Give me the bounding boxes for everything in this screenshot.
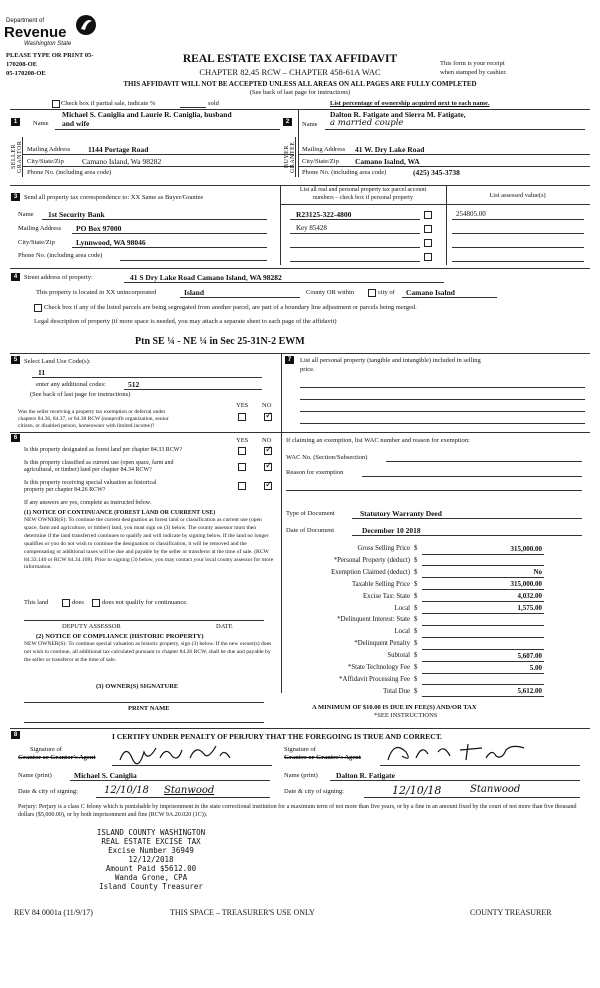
section-5-badge: 5 — [11, 356, 20, 364]
doc-date-label: Date of Document — [286, 527, 335, 534]
forest-q2-yes-checkbox[interactable] — [238, 463, 246, 471]
minimum-line-2: *SEE INSTRUCTIONS — [374, 712, 438, 719]
city-text: city of — [378, 289, 395, 296]
legal-label: Legal description of property (if more space is needed, you may attach a separate sheet to each page of the affidavit) — [34, 318, 337, 325]
tax-corr-mailing-label: Mailing Address — [18, 225, 62, 232]
located-city[interactable]: Camano Isalnd — [406, 288, 455, 297]
dollar-sign: $ — [414, 687, 418, 695]
segregated-checkbox[interactable] — [34, 304, 42, 312]
see-back-note: (See back of last page for instructions) — [249, 89, 351, 96]
exemption-yes-checkbox[interactable] — [238, 413, 246, 421]
total-value[interactable]: 5,607.00 — [517, 651, 542, 660]
notice2-title: (2) NOTICE OF COMPLIANCE (HISTORIC PROPERTY) — [36, 633, 204, 640]
tax-corr-text: Send all property tax correspondence to: XX Same as Buyer/Grantee — [24, 194, 204, 201]
grantor-date-label: Date & city of signing: — [18, 788, 78, 795]
seller-mailing[interactable]: 1144 Portage Road — [88, 145, 149, 154]
seller-city[interactable]: Camano Island, Wa 98282 — [82, 157, 162, 166]
additional-codes[interactable]: 512 — [128, 380, 140, 389]
grantee-sig-label-2: Grantee or Grantee's Agent — [284, 754, 361, 761]
buyer-mailing[interactable]: 41 W. Dry Lake Road — [355, 145, 425, 154]
parcel-header-2: numbers – check box if personal property — [313, 195, 413, 201]
form-code-1: 170208-OE — [6, 61, 38, 68]
total-value[interactable]: 1,575.00 — [517, 604, 542, 612]
section-1-badge: 1 — [11, 118, 20, 126]
receipt-note-1: This form is your receipt — [440, 60, 505, 67]
stamp-line-4: 12/12/2018 — [128, 855, 174, 864]
buyer-mailing-label: Mailing Address — [302, 146, 346, 153]
forest-q1-no-checkbox[interactable] — [264, 447, 272, 455]
forest-no: NO — [262, 437, 272, 444]
land-use-see-back: (See back of last page for instructions) — [30, 391, 131, 398]
ownership-note: List percentage of ownership acquired next to each name. — [330, 100, 490, 107]
forest-q1-yes-checkbox[interactable] — [238, 447, 246, 455]
form-revision: REV 84 0001a (11/9/17) — [14, 908, 93, 917]
total-label: Subtotal — [387, 652, 410, 660]
land-does-checkbox[interactable] — [62, 599, 70, 607]
buyer-city-label: City/State/Zip — [302, 158, 339, 165]
tax-corr-city-label: City/State/Zip — [18, 239, 55, 246]
notice1-title: (1) NOTICE OF CONTINUANCE (FOREST LAND OR CURRENT USE) — [24, 510, 216, 516]
personal-label-2: price. — [300, 366, 315, 373]
form-title: REAL ESTATE EXCISE TAX AFFIDAVIT — [182, 53, 398, 65]
total-label: Local — [394, 628, 410, 636]
total-label: *Affidavit Processing Fee — [339, 675, 410, 683]
doc-type[interactable]: Statutory Warranty Deed — [360, 509, 442, 518]
grantor-sig-label-1: Signature of — [30, 746, 62, 753]
grantee-name-label: Name (print) — [284, 772, 318, 779]
notice1-body: NEW OWNER(S): To continue the current designation as forest land or classification as current use (open space, farm and agriculture, or timber) land, you must sign on (3) below. The county assessor must then determine if the land transferred continues to qualify and will indicate by signing below. If the land no longer qualifies or you do not wish to continue the designation or classification, it will be removed and the compensating or additional taxes will be due and payable by the seller or transferor at the time of sale. (RCW 84.33.140 or RCW 84.34.108). Prior to signing (3) below, you may contact your local county assessor for more information. — [24, 517, 274, 571]
grantor-name[interactable]: Michael S. Caniglia — [74, 771, 137, 780]
section-4-badge: 4 — [11, 273, 20, 281]
seller-name-line-1[interactable]: Michael S. Caniglia and Laurie R. Caniglia, husband — [62, 110, 232, 119]
additional-codes-label: enter any additional codes: — [36, 381, 106, 388]
buyer-city[interactable]: Camano Isalnd, WA — [355, 157, 420, 166]
dollar-sign: $ — [414, 664, 418, 671]
dollar-sign: $ — [414, 545, 418, 552]
logo-revenue: Revenue — [4, 24, 67, 41]
total-value[interactable]: 5.00 — [529, 663, 542, 672]
dollar-sign: $ — [414, 628, 418, 636]
section-7-badge: 7 — [285, 356, 294, 364]
parcel-4-personal-checkbox[interactable] — [424, 253, 432, 261]
receipt-note-2: when stamped by cashier. — [440, 69, 507, 76]
located-county[interactable]: Island — [184, 288, 205, 297]
grantor-name-label: Name (print) — [18, 772, 52, 779]
form-subtitle: CHAPTER 82.45 RCW – CHAPTER 458-61A WAC — [199, 67, 381, 77]
total-value[interactable]: 4,032.00 — [517, 592, 542, 601]
dollar-sign: $ — [414, 556, 418, 564]
total-label: Excise Tax: State — [363, 592, 410, 600]
assessed-1[interactable]: 254805.00 — [456, 210, 486, 218]
land-use-yes: YES — [236, 402, 249, 409]
print-name-label: PRINT NAME — [128, 705, 170, 712]
dollar-sign: $ — [414, 640, 418, 648]
grantor-signature[interactable] — [116, 740, 236, 766]
seller-name-label: Name — [33, 120, 49, 127]
grantor-date[interactable]: 12/10/18 — [104, 785, 149, 796]
section-6-badge: 6 — [11, 434, 20, 442]
logo-state: Washington State — [24, 41, 72, 47]
wac-label: WAC No. (Section/Subsection) — [286, 454, 368, 461]
tax-corr-name[interactable]: 1st Security Bank — [48, 210, 105, 219]
stamp-line-1: ISLAND COUNTY WASHINGTON — [96, 828, 206, 837]
personal-label-1: List all personal property (tangible and intangible) included in selling — [300, 357, 481, 364]
certify-text: I CERTIFY UNDER PENALTY OF PERJURY THAT THE FOREGOING IS TRUE AND CORRECT. — [112, 732, 443, 741]
minimum-line-1: A MINIMUM OF $10.00 IS DUE IN FEE(S) AND/OR TAX — [312, 704, 477, 711]
parcel-2-personal-checkbox[interactable] — [424, 225, 432, 233]
dollar-sign: $ — [414, 568, 418, 576]
seller-mailing-label: Mailing Address — [27, 146, 71, 153]
total-value[interactable]: 5,612.00 — [517, 687, 542, 696]
forest-q2-no-checkbox[interactable] — [264, 463, 272, 471]
state-emblem-icon — [74, 12, 98, 38]
dollar-sign: $ — [414, 580, 418, 588]
forest-q3b: property per chapter 84.26 RCW? — [24, 487, 106, 493]
stamp-line-5: Amount Paid $5612.00 — [105, 864, 197, 873]
stamp-line-6: Wanda Grone, CPA — [114, 873, 188, 882]
property-street[interactable]: 41 S Dry Lake Road Camano Island, WA 98282 — [130, 273, 282, 282]
exemption-q-2: chapters 84.36, 84.37, or 84.38 RCW (nonprofit organization, senior — [18, 416, 169, 422]
grantee-name[interactable]: Dalton R. Fatigate — [336, 771, 395, 780]
grantor-city[interactable]: Stanwood — [164, 785, 215, 796]
forest-q3a: Is this property receiving special valuation as historical — [24, 480, 157, 486]
section-3-badge: 3 — [11, 193, 20, 201]
tax-corr-name-label: Name — [18, 211, 34, 218]
parcel-3-personal-checkbox[interactable] — [424, 239, 432, 247]
buyer-phone[interactable]: (425) 345-3738 — [413, 168, 460, 177]
total-label: Local — [394, 604, 410, 612]
total-label: *State Technology Fee — [347, 664, 410, 671]
seller-phone-label: Phone No. (including area code) — [27, 169, 112, 176]
assessed-header: List assessed value(s) — [489, 192, 546, 199]
parcel-1[interactable]: R23125-322-4800 — [296, 210, 352, 219]
dollar-sign: $ — [414, 592, 418, 600]
parcel-1-personal-checkbox[interactable] — [424, 211, 432, 219]
this-land-label: This land — [24, 599, 49, 606]
doc-type-label: Type of Document — [286, 510, 335, 517]
form-code-2: 05-170208-OE — [6, 70, 46, 77]
tax-corr-city[interactable]: Lynnwood, WA 98046 — [76, 238, 146, 247]
total-label: Taxable Selling Price — [351, 580, 410, 588]
buyer-side-label: BUYER GRANTEE — [284, 141, 296, 173]
sold-label: sold — [208, 100, 219, 107]
total-label: Total Due — [383, 687, 410, 695]
grantee-date-label: Date & city of signing: — [284, 788, 344, 795]
parcel-2[interactable]: Key 85428 — [296, 224, 327, 232]
deputy-assessor-label: DEPUTY ASSESSOR — [62, 623, 121, 630]
total-value[interactable]: 315,000.00 — [510, 544, 542, 553]
county-treasurer: COUNTY TREASURER — [470, 908, 552, 917]
forest-q3-yes-checkbox[interactable] — [238, 482, 246, 490]
total-value[interactable]: No — [533, 568, 542, 577]
warning-text: THIS AFFIDAVIT WILL NOT BE ACCEPTED UNLESS ALL AREAS ON ALL PAGES ARE FULLY COMPLETED — [123, 80, 477, 88]
section-2-badge: 2 — [283, 118, 292, 126]
date-label: DATE — [216, 623, 233, 630]
exemption-q-3: citizen, or disabled person, homeowner with limited income)? — [18, 423, 155, 429]
dollar-sign: $ — [414, 652, 418, 660]
forest-q2b: agricultural, or timber) land per chapter 84.34 RCW? — [24, 467, 152, 473]
forest-q3-no-checkbox[interactable] — [264, 482, 272, 490]
total-label: *Personal Property (deduct) — [333, 556, 410, 564]
land-use-no: NO — [262, 402, 272, 409]
legal-description[interactable]: Ptn SE ¼ - NE ¼ in Sec 25-31N-2 EWM — [135, 336, 305, 347]
county-text: County OR within — [306, 289, 355, 296]
form-note: PLEASE TYPE OR PRINT 05- — [6, 52, 94, 59]
exemption-no-checkbox[interactable] — [264, 413, 272, 421]
buyer-name-line-1[interactable]: Dalton R. Fatigate and Sierra M. Fatigate, — [330, 110, 466, 119]
tax-corr-mailing[interactable]: PO Box 97000 — [76, 224, 122, 233]
land-does-label: does — [72, 599, 84, 606]
dollar-sign: $ — [414, 675, 418, 683]
perjury-text: Perjury: Perjury is a class C felony which is punishable by imprisonment in the state correctional institution for a maximum term of not more than five years, or by a fine in an amount fixed by the court of not more than five thousand dollars ($5,000.00), or by both imprisonment and fine (RCW 9A.20.020 (1C)). — [18, 804, 577, 818]
tax-corr-phone-label: Phone No. (including area code) — [18, 252, 103, 259]
section-8-badge: 8 — [11, 731, 20, 739]
grantee-signature[interactable] — [382, 738, 532, 766]
forest-q2a: Is this property classified as current use (open space, farm and — [24, 460, 174, 466]
grantee-sig-label-1: Signature of — [284, 746, 316, 753]
land-use-code[interactable]: 11 — [38, 368, 46, 377]
buyer-name-line-2[interactable]: a married couple — [330, 118, 404, 128]
partial-sale-checkbox[interactable] — [52, 100, 60, 108]
partial-sale-label: Check box if partial sale, indicate % — [61, 100, 156, 107]
located-text: This property is located in XX unincorporated — [36, 289, 157, 296]
seller-name-line-2[interactable]: and wife — [62, 119, 90, 128]
land-use-label: Select Land Use Code(s): — [24, 358, 91, 365]
dollar-sign: $ — [414, 604, 418, 612]
land-does-not-checkbox[interactable] — [92, 599, 100, 607]
total-label: *Delinquent Interest: State — [337, 616, 410, 624]
grantee-date[interactable]: 12/10/18 — [392, 784, 442, 797]
treasurer-space: THIS SPACE – TREASURER'S USE ONLY — [170, 908, 315, 917]
total-label: *Delinquent Penalty — [354, 640, 410, 648]
dollar-sign: $ — [414, 616, 418, 624]
forest-q1: Is this property designated as forest land per chapter 84.33 RCW? — [24, 447, 183, 453]
street-label: Street address of property: — [24, 274, 93, 281]
grantee-city[interactable]: Stanwood — [470, 784, 521, 795]
total-label: Gross Selling Price — [357, 545, 410, 552]
forest-yes: YES — [236, 437, 249, 444]
stamp-line-3: Excise Number 36949 — [108, 846, 194, 855]
seller-side-label: SELLER GRANTOR — [11, 140, 23, 174]
segregated-text: Check box if any of the listed parcels are being segregated from another parcel, are part of a boundary line adjustment or parcels being merged. — [44, 304, 417, 311]
grantor-sig-label-2: Grantor or Grantor's Agent — [18, 754, 96, 761]
total-value[interactable]: 315,000.00 — [510, 580, 542, 589]
within-city-checkbox[interactable] — [368, 289, 376, 297]
logo-dept: Department of — [6, 18, 45, 24]
owner-sig-label: (3) OWNER(S) SIGNATURE — [96, 683, 179, 690]
buyer-phone-label: Phone No. (including area code) — [302, 169, 387, 176]
notice2-body: NEW OWNER(S): To continue special valuation as historic property, sign (3) below. If the new owner(s) does not wish to continue, all additional tax calculated pursuant to chapter 84.26 RCW, shall be due and payable by the seller or transferor at the time of sale. — [24, 641, 272, 663]
land-does-not-label: does not qualify for continuance. — [102, 599, 188, 606]
stamp-line-7: Island County Treasurer — [99, 882, 203, 891]
doc-date[interactable]: December 10 2018 — [362, 526, 421, 535]
exemption-q-1: Was the seller receiving a property tax exemption or deferral under — [18, 409, 166, 415]
seller-city-label: City/State/Zip — [27, 158, 64, 165]
parcel-header-1: List all real and personal property tax parcel account — [299, 187, 427, 193]
forest-if-yes: If any answers are yes, complete as instructed below. — [24, 500, 152, 506]
exemption-claim-label: If claiming an exemption, list WAC number and reason for exemption: — [286, 437, 470, 444]
total-label: Exemption Claimed (deduct) — [331, 568, 410, 576]
reason-label: Reason for exemption — [286, 469, 344, 476]
buyer-name-label: Name — [302, 121, 318, 128]
stamp-line-2: REAL ESTATE EXCISE TAX — [101, 837, 201, 846]
